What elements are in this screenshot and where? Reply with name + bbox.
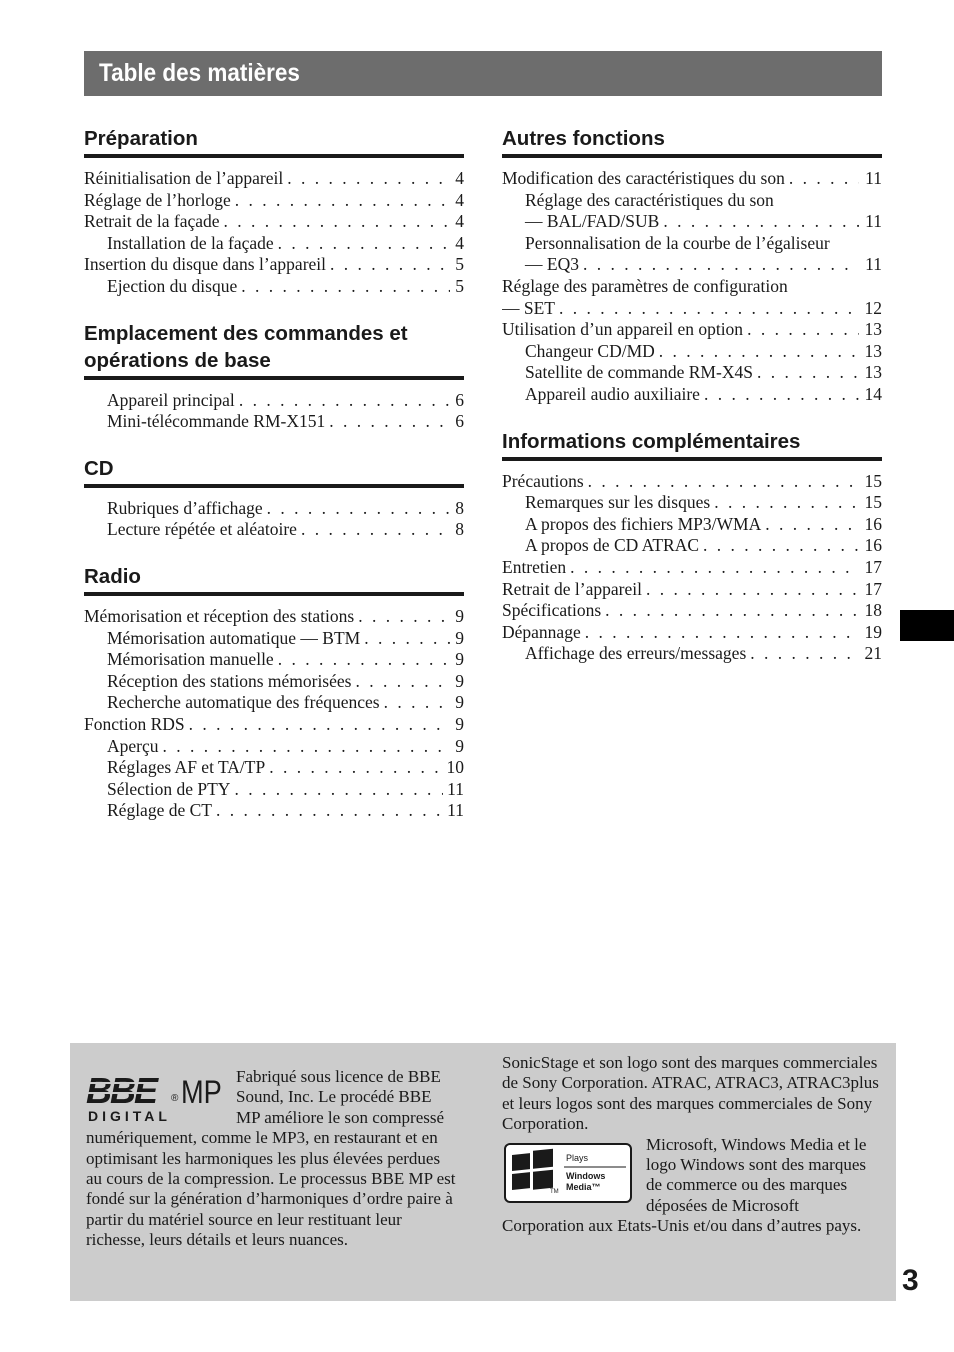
- page-number: 3: [902, 1264, 919, 1297]
- toc-section-preparation: [84, 124, 464, 298]
- toc-entry-title: Recherche automatique des fréquences: [107, 692, 380, 713]
- toc-entry: [502, 254, 882, 276]
- sony-microsoft-notice: [502, 1053, 882, 1237]
- toc-entry-title: Changeur CD/MD: [525, 340, 655, 361]
- toc-entry-title: — SET: [502, 297, 555, 318]
- dot-leader: [278, 233, 450, 255]
- dot-leader: [267, 498, 450, 520]
- toc-entry-page: 9: [455, 735, 464, 756]
- dot-leader: [301, 519, 450, 541]
- dot-leader: [163, 736, 450, 758]
- toc-entry: [84, 671, 464, 693]
- dot-leader: [585, 622, 859, 644]
- microsoft-trademark-text: Microsoft, Windows Media et le logo Windows sont des marques de commerce ou des marques déposées de Microsoft Corporation aux Etats-Unis et/ou dans d’autres pays.: [502, 1134, 867, 1236]
- toc-entry: [502, 643, 882, 665]
- toc-entry-title: Réglage de CT: [107, 800, 212, 821]
- dot-leader: [714, 492, 859, 514]
- dot-leader: [757, 362, 859, 384]
- section-heading: Radio: [84, 562, 464, 596]
- toc-entry-page: 5: [455, 254, 464, 275]
- toc-entry: [84, 498, 464, 520]
- toc-right-column: [502, 124, 882, 686]
- svg-text:Media™: Media™: [566, 1181, 601, 1192]
- toc-entry: [84, 211, 464, 233]
- bbe-notice: [86, 1067, 456, 1251]
- toc-entry-title: Réinitialisation de l’appareil: [84, 168, 284, 188]
- toc-entry-page: 8: [455, 497, 464, 518]
- toc-entry-title: Dépannage: [502, 621, 581, 642]
- toc-entry-page: 4: [455, 211, 464, 232]
- toc-entry-page: 16: [864, 513, 882, 534]
- toc-entry-title: Retrait de l’appareil: [502, 578, 642, 599]
- toc-entry-title: Mémorisation manuelle: [107, 649, 274, 670]
- toc-entry: [84, 736, 464, 758]
- toc-entry-title: Utilisation d’un appareil en option: [502, 319, 744, 340]
- bbe-mp-logo: [86, 1071, 226, 1123]
- dot-leader: [224, 211, 450, 233]
- dot-leader: [358, 606, 450, 628]
- toc-section-radio: [84, 562, 464, 822]
- toc-entry: [502, 211, 882, 233]
- toc-entry-title: Mémorisation et réception des stations: [84, 605, 355, 626]
- section-tab-marker: [900, 610, 954, 641]
- toc-entry: [84, 800, 464, 822]
- dot-leader: [241, 276, 450, 298]
- toc-entry-page: 21: [864, 643, 882, 664]
- dot-leader: [663, 211, 859, 233]
- toc-entry-title: Lecture répétée et aléatoire: [107, 519, 297, 540]
- dot-leader: [583, 254, 859, 276]
- toc-entry-page: 8: [455, 519, 464, 540]
- toc-entry: [84, 779, 464, 801]
- bbe-logo-mp: MP: [181, 1074, 222, 1111]
- toc-entry-page: 15: [864, 470, 882, 491]
- toc-entry: [502, 298, 882, 320]
- toc-entry-page: 4: [455, 189, 464, 210]
- svg-text:Windows: Windows: [566, 1170, 606, 1181]
- toc-title-bar: [84, 51, 882, 96]
- toc-entry: [502, 514, 882, 536]
- dot-leader: [355, 671, 450, 693]
- section-heading: Autres fonctions: [502, 124, 882, 158]
- toc-entry-title: Mémorisation automatique — BTM: [107, 627, 361, 648]
- section-heading: Informations complémentaires: [502, 427, 882, 461]
- toc-entry-title: Réception des stations mémorisées: [107, 670, 352, 691]
- toc-entry-page: 9: [455, 605, 464, 626]
- toc-entry: [84, 276, 464, 298]
- toc-entry-line: Réglage des paramètres de configuration: [502, 275, 788, 296]
- toc-entry: [502, 579, 882, 601]
- dot-leader: [750, 643, 859, 665]
- toc-entry-page: 6: [455, 411, 464, 432]
- dot-leader: [704, 384, 859, 406]
- toc-entry-title: A propos des fichiers MP3/WMA: [525, 513, 762, 534]
- toc-entry: [502, 168, 882, 190]
- toc-entry: [502, 600, 882, 622]
- toc-entry: [84, 233, 464, 255]
- bbe-logo-reg: ®: [171, 1093, 179, 1104]
- toc-section-emplacement-des-commandes-et-operations-de-base: [84, 319, 464, 433]
- toc-entry: [84, 168, 464, 190]
- toc-entry-title: Aperçu: [107, 735, 159, 756]
- toc-entry: [502, 319, 882, 341]
- toc-entry: [84, 714, 464, 736]
- toc-entry-page: 9: [455, 649, 464, 670]
- dot-leader: [287, 168, 450, 190]
- dot-leader: [646, 579, 859, 601]
- toc-entry: [502, 341, 882, 363]
- dot-leader: [570, 557, 859, 579]
- toc-entry: [502, 471, 882, 493]
- toc-entry-page: 15: [864, 492, 882, 513]
- dot-leader: [234, 779, 443, 801]
- toc-entry-title: — EQ3: [525, 254, 579, 275]
- toc-entry-title: Réglage de l’horloge: [84, 189, 231, 210]
- dot-leader: [330, 254, 450, 276]
- toc-entry-title: Spécifications: [502, 600, 602, 621]
- toc-entry-page: 19: [864, 621, 882, 642]
- toc-entry-page: 6: [455, 389, 464, 410]
- toc-entry: [84, 190, 464, 212]
- toc-entry-title: Appareil principal: [107, 389, 235, 410]
- dot-leader: [239, 390, 450, 412]
- section-heading: Emplacement des commandes et opérations de base: [84, 319, 464, 380]
- toc-entry: [502, 492, 882, 514]
- toc-entry-page: 11: [447, 778, 464, 799]
- toc-entry-page: 17: [864, 556, 882, 577]
- toc-entry: [502, 557, 882, 579]
- toc-entry-page: 4: [455, 232, 464, 253]
- toc-entry-page: 13: [864, 319, 882, 340]
- dot-leader: [765, 514, 859, 536]
- toc-entry-title: Appareil audio auxiliaire: [525, 383, 700, 404]
- dot-leader: [747, 319, 859, 341]
- bbe-license-text: Fabriqué sous licence de BBE Sound, Inc. Le procédé BBE MP améliore le son compressé numériquement, comme le MP3, en restaurant et en optimisant les harmoniques les plus élevées perdues au cours de la compression. Le processus BBE MP est fondé sur la génération d’harmoniques d’ordre paire à partir du matériel source en leur restituant leur richesse, leurs détails et leurs nuances.: [86, 1067, 456, 1250]
- toc-entry: [502, 535, 882, 557]
- toc-entry: [84, 390, 464, 412]
- toc-entry-title: Entretien: [502, 556, 567, 577]
- toc-entry-line: Réglage des caractéristiques du son: [525, 189, 774, 210]
- toc-entry: [84, 649, 464, 671]
- svg-text:TM: TM: [550, 1188, 559, 1195]
- toc-entry-title: Précautions: [502, 470, 584, 491]
- toc-entry-line: Personnalisation de la courbe de l’égaliseur: [525, 232, 830, 253]
- trademark-footer: [70, 1043, 896, 1301]
- toc-entry: [502, 362, 882, 384]
- toc-entry: [84, 411, 464, 433]
- toc-entry: [84, 606, 464, 628]
- dot-leader: [659, 341, 859, 363]
- toc-entry: [84, 628, 464, 650]
- toc-entry-page: 11: [865, 211, 882, 232]
- page-title: Table des matières: [99, 59, 300, 87]
- toc-entry: [84, 757, 464, 779]
- bbe-logo-digital: DIGITAL: [88, 1108, 171, 1123]
- toc-entry-title: Satellite de commande RM-X4S: [525, 362, 753, 383]
- dot-leader: [329, 411, 450, 433]
- svg-text:Plays: Plays: [566, 1152, 589, 1163]
- toc-entry-page: 13: [864, 362, 882, 383]
- toc-entry-page: 17: [864, 578, 882, 599]
- toc-entry-page: 4: [455, 168, 464, 188]
- toc-entry: [84, 519, 464, 541]
- toc-entry: [84, 254, 464, 276]
- toc-entry-page: 14: [864, 383, 882, 404]
- toc-entry-page: 10: [446, 757, 464, 778]
- section-heading: Préparation: [84, 124, 464, 158]
- toc-entry-page: 12: [864, 297, 882, 318]
- toc-entry-title: Installation de la façade: [107, 232, 274, 253]
- toc-section-cd: [84, 454, 464, 541]
- toc-entry-title: Affichage des erreurs/messages: [525, 643, 747, 664]
- dot-leader: [364, 628, 450, 650]
- toc-entry-page: 9: [455, 692, 464, 713]
- toc-entry-page: 11: [447, 800, 464, 821]
- toc-entry-title: Mini-télécommande RM-X151: [107, 411, 326, 432]
- toc-entry-title: Réglages AF et TA/TP: [107, 757, 266, 778]
- dot-leader: [216, 800, 443, 822]
- bbe-logo-text: BBE: [86, 1071, 157, 1111]
- dot-leader: [278, 649, 450, 671]
- toc-entry-page: 18: [864, 600, 882, 621]
- toc-entry-title: Retrait de la façade: [84, 211, 220, 232]
- toc-section-informations-complementaires: [502, 427, 882, 665]
- toc-entry-page: 13: [864, 340, 882, 361]
- plays-windows-media-logo: [504, 1143, 632, 1203]
- toc-entry-page: 11: [865, 254, 882, 275]
- sony-trademark-text: SonicStage et son logo sont des marques commerciales de Sony Corporation. ATRAC, ATRAC3, ATRAC3plus et leurs logos sont des marques commerciales de Sony Corporation.: [502, 1053, 879, 1134]
- dot-leader: [235, 190, 450, 212]
- toc-entry-page: 9: [455, 627, 464, 648]
- dot-leader: [703, 535, 859, 557]
- dot-leader: [189, 714, 450, 736]
- toc-entry-title: Remarques sur les disques: [525, 492, 711, 513]
- toc-entry-title: Fonction RDS: [84, 713, 185, 734]
- toc-entry-page: 9: [455, 670, 464, 691]
- toc-entry-page: 9: [455, 713, 464, 734]
- toc-entry-title: Insertion du disque dans l’appareil: [84, 254, 327, 275]
- dot-leader: [384, 692, 450, 714]
- toc-entry-title: Modification des caractéristiques du son: [502, 168, 785, 188]
- toc-entry-page: 16: [864, 535, 882, 556]
- toc-section-autres-fonctions: [502, 124, 882, 406]
- dot-leader: [588, 471, 859, 493]
- toc-entry-title: A propos de CD ATRAC: [525, 535, 700, 556]
- toc-entry-title: — BAL/FAD/SUB: [525, 211, 660, 232]
- toc-left-column: [84, 124, 464, 843]
- dot-leader: [789, 168, 859, 190]
- windows-flag-icon: [512, 1148, 553, 1191]
- section-heading: CD: [84, 454, 464, 488]
- toc-entry-page: 5: [455, 275, 464, 296]
- dot-leader: [269, 757, 442, 779]
- dot-leader: [605, 600, 859, 622]
- toc-entry-title: Rubriques d’affichage: [107, 497, 263, 518]
- toc-entry-page: 11: [865, 168, 882, 188]
- dot-leader: [559, 298, 859, 320]
- toc-entry-title: Ejection du disque: [107, 275, 238, 296]
- toc-entry: [502, 384, 882, 406]
- toc-entry-title: Sélection de PTY: [107, 778, 231, 799]
- toc-entry: [84, 692, 464, 714]
- toc-entry: [502, 622, 882, 644]
